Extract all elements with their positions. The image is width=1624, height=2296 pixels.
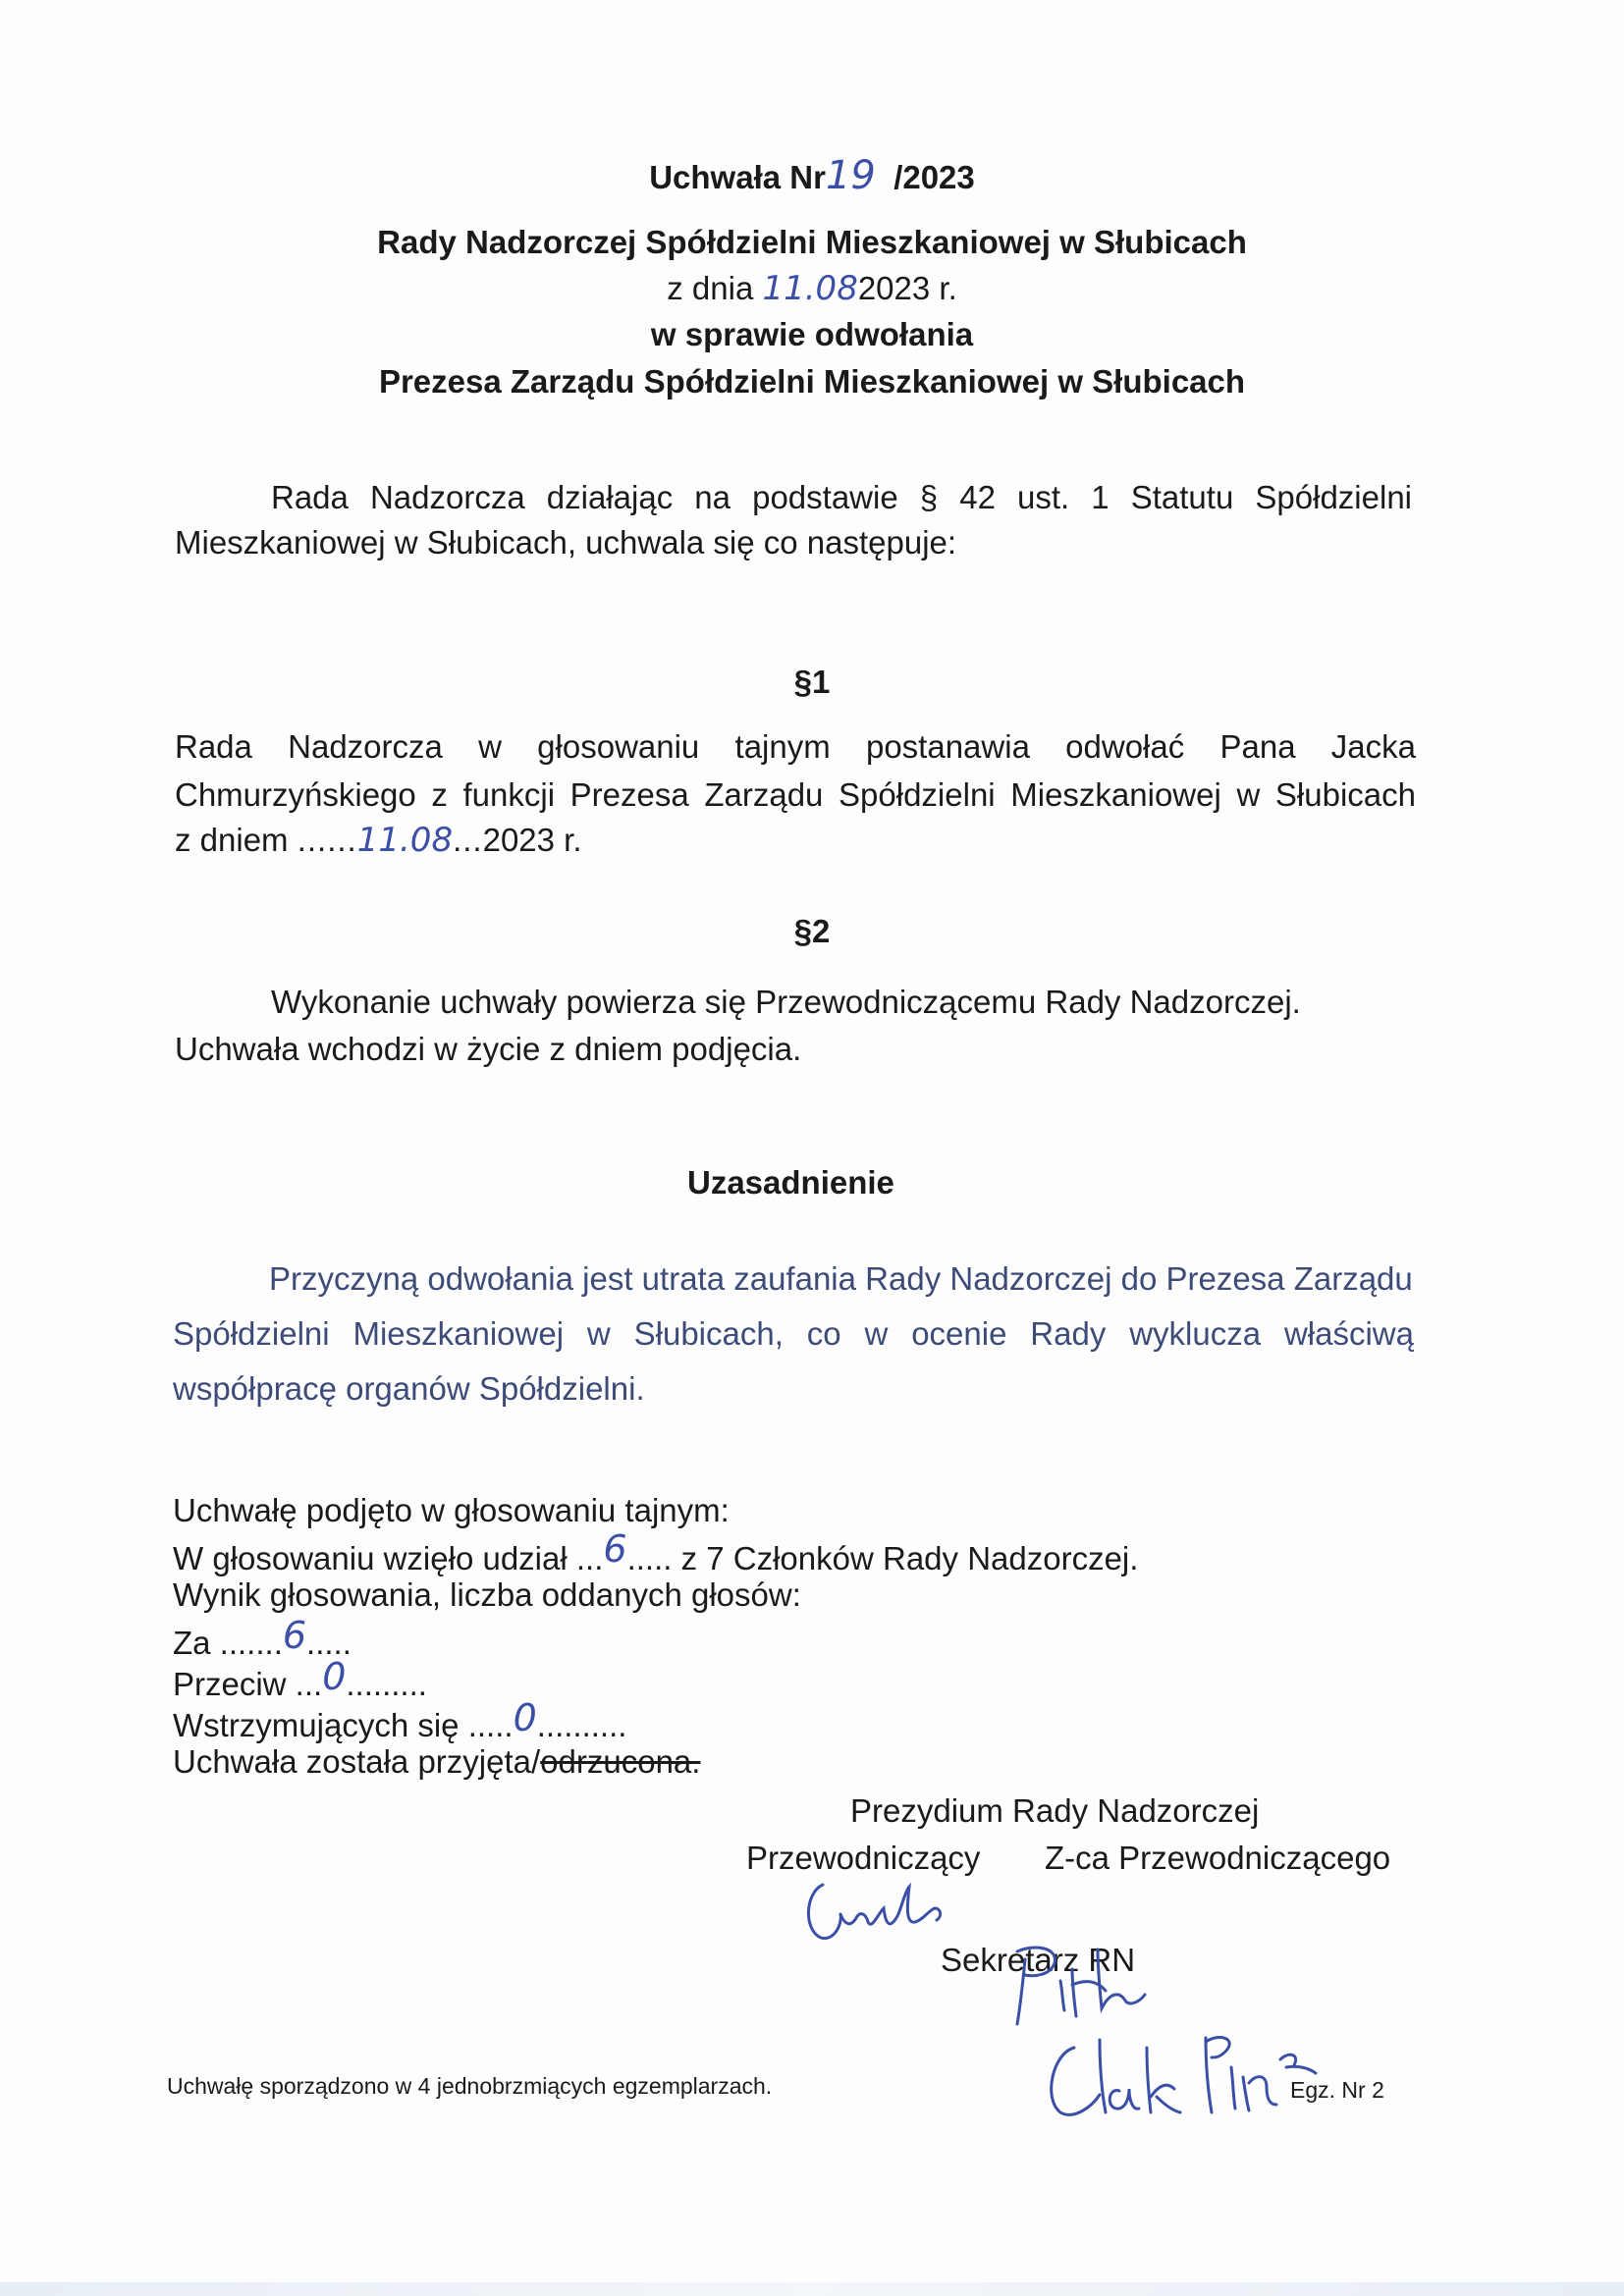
title-prefix: Uchwała Nr [649, 159, 826, 195]
votes-for-suffix: ..... [306, 1625, 352, 1661]
section-2-line-1: Wykonanie uchwały powierza się Przewodniczącemu Rady Nadzorczej. [271, 984, 1301, 1020]
subject-line-2: Prezesa Zarządu Spółdzielni Mieszkaniowej w Słubicach [378, 363, 1246, 400]
participation-prefix: W głosowaniu wzięło udział ... [173, 1540, 604, 1576]
participation-suffix: ..... z 7 Członków Rady Nadzorczej. [626, 1540, 1139, 1576]
section-1-date-suffix: 2023 r. [482, 822, 582, 858]
votes-against [173, 1655, 427, 1704]
justification-line-2: Spółdzielni Mieszkaniowej w Słubicach, co w ocenie Rady wyklucza właściwą [173, 1315, 1414, 1352]
justification-heading: Uzasadnienie [687, 1164, 894, 1201]
date-line [0, 269, 1624, 308]
participation-handwritten: 6 [603, 1527, 627, 1571]
date-suffix: 2023 r. [857, 270, 957, 306]
voting-participation [173, 1527, 1139, 1578]
result-adopted: Uchwała została przyjęta/ [173, 1743, 541, 1780]
subject-line-1: w sprawie odwołania [650, 316, 974, 352]
document-title [0, 153, 1624, 198]
votes-against-prefix: Przeciw ... [173, 1666, 323, 1702]
section-1-dots-after: ... [453, 822, 483, 858]
section-1-line-2: Chmurzyńskiego z funkcji Prezesa Zarządu Spółdzielni Mieszkaniowej w Słubicach [175, 776, 1416, 813]
presidium-label: Prezydium Rady Nadzorczej [850, 1792, 1260, 1829]
footer-note: Uchwałę sporządzono w 4 jednobrzmiących egzemplarzach. [167, 2073, 773, 2099]
date-prefix: z dnia [667, 270, 763, 306]
votes-for-prefix: Za ....... [173, 1625, 283, 1661]
justification-line-1: Przyczyną odwołania jest utrata zaufania Rady Nadzorczej do Prezesa Zarządu [269, 1260, 1413, 1297]
votes-for-handwritten: 6 [282, 1614, 307, 1657]
section-1-heading: §1 [793, 664, 831, 700]
copy-number: Egz. Nr 2 [1290, 2077, 1384, 2103]
resolution-result [173, 1743, 700, 1781]
votes-abstain-handwritten: 0 [513, 1696, 537, 1739]
preamble-line-1: Rada Nadzorcza działając na podstawie § 42 ust. 1 Statutu Spółdzielni [271, 479, 1412, 515]
voting-intro: Uchwałę podjęto w głosowaniu tajnym: [173, 1492, 730, 1528]
date-handwritten: 11.08 [762, 269, 858, 308]
section-1-dots-before: ...... [297, 822, 357, 858]
member-signature [1031, 2018, 1326, 2136]
title-suffix: /2023 [893, 159, 975, 195]
section-2-line-2: Uchwała wchodzi w życie z dniem podjęcia. [175, 1031, 802, 1067]
section-1-line-3 [175, 821, 582, 860]
title-number-handwritten: 19 [825, 153, 876, 198]
votes-abstain [173, 1696, 627, 1745]
justification-line-3: współpracę organów Spółdzielni. [173, 1370, 645, 1407]
votes-against-suffix: ......... [346, 1666, 427, 1702]
secretary-label: Sekretarz RN [941, 1942, 1136, 1978]
section-1-date-handwritten: 11.08 [356, 821, 454, 860]
votes-abstain-suffix: .......... [536, 1707, 627, 1743]
chair-signature [795, 1865, 962, 1953]
scan-edge [0, 2282, 1624, 2296]
votes-against-handwritten: 0 [322, 1655, 347, 1698]
section-2-heading: §2 [793, 913, 831, 949]
result-rejected-struck: odrzucona. [540, 1743, 701, 1780]
issuer-heading: Rady Nadzorczej Spółdzielni Mieszkaniowej w Słubicach [377, 224, 1247, 260]
chair-label: Przewodniczący [746, 1840, 981, 1876]
voting-result-heading: Wynik głosowania, liczba oddanych głosów: [173, 1576, 801, 1613]
preamble-line-2: Mieszkaniowej w Słubicach, uchwala się co następuje: [175, 524, 957, 561]
section-1-date-prefix: z dniem [175, 822, 298, 858]
votes-abstain-prefix: Wstrzymujących się ..... [173, 1707, 514, 1743]
vice-chair-label: Z-ca Przewodniczącego [1045, 1840, 1391, 1876]
section-1-line-1: Rada Nadzorcza w głosowaniu tajnym postanawia odwołać Pana Jacka [175, 728, 1416, 765]
